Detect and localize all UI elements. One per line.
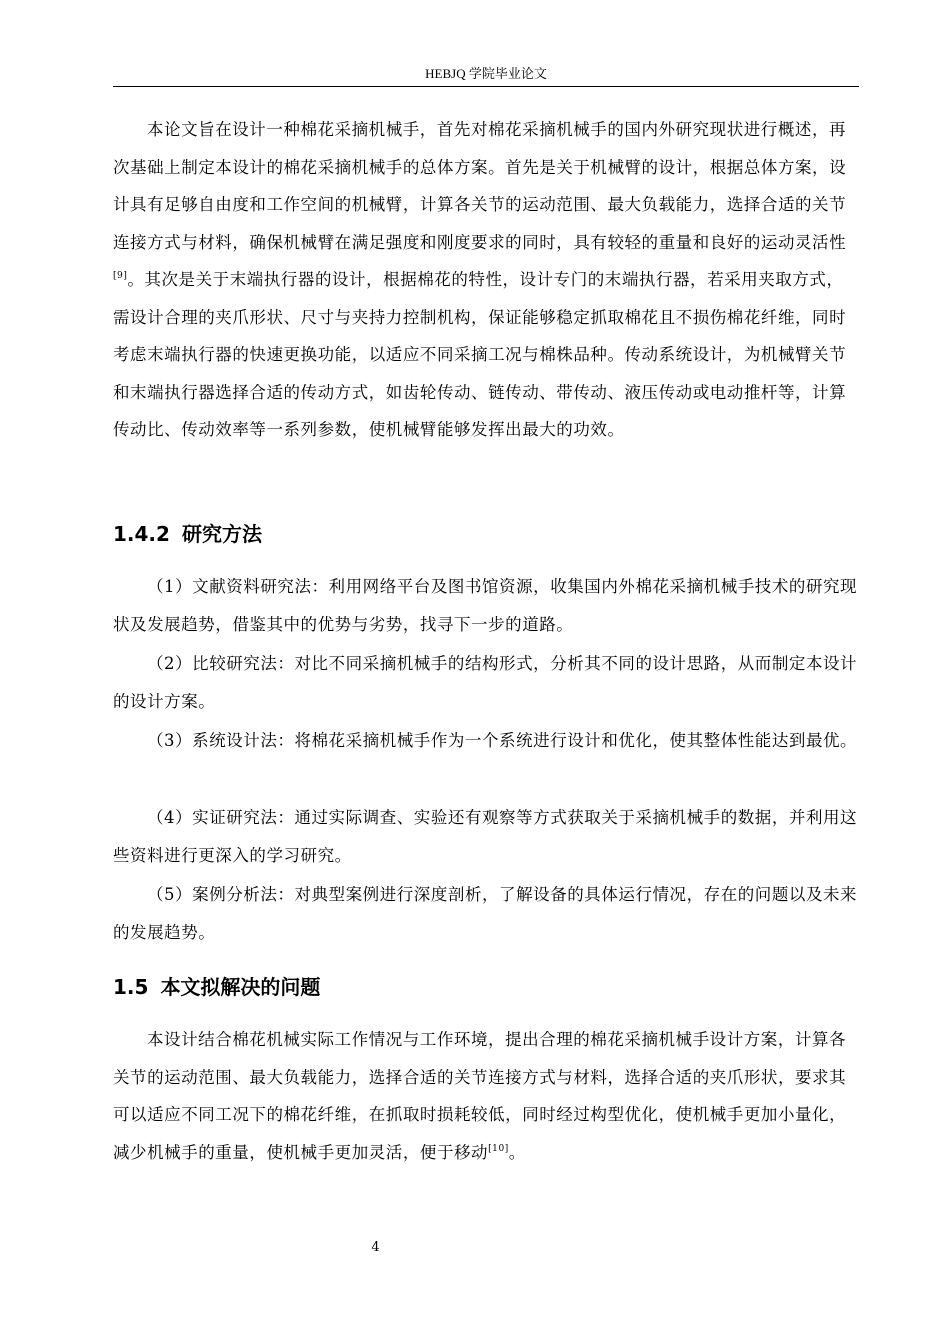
method-item-2: （2）比较研究法：对比不同采摘机械手的结构形式，分析其不同的设计思路，从而制定本设计的设计方案。 [113, 654, 858, 711]
method-item-1: （1）文献资料研究法：利用网络平台及图书馆资源，收集国内外棉花采摘机械手技术的研究现状及发展趋势，借鉴其中的优势与劣势，找寻下一步的道路。 [113, 577, 858, 634]
section-title: 本文拟解决的问题 [160, 975, 321, 999]
section-number: 1.4.2 [113, 522, 170, 546]
intro-paragraph [113, 111, 859, 449]
conclusion-end: 。 [508, 1142, 526, 1162]
page-number: 4 [371, 1240, 380, 1255]
citation-10: [10] [488, 1143, 509, 1154]
section-heading-1-4-2 [113, 519, 859, 549]
header-rule [113, 86, 859, 87]
method-item-5: （5）案例分析法：对典型案例进行深度剖析，了解设备的具体运行情况，存在的问题以及未来的发展趋势。 [113, 885, 858, 942]
method-item-4: （4）实证研究法：通过实际调查、实验还有观察等方式获取关于采摘机械手的数据，并利用这些资料进行更深入的学习研究。 [113, 808, 858, 865]
conclusion-paragraph [113, 1021, 859, 1171]
intro-text: 本论文旨在设计一种棉花采摘机械手，首先对棉花采摘机械手的国内外研究现状进行概述，再次基础上制定本设计的棉花采摘机械手的总体方案。首先是关于机械臂的设计，根据总体方案，设计具有足够自由度和工作空间的机械臂，计算各关节的运动范围、最大负载能力，选择合适的关节连接方式与材料，确保机械臂在满足强度和刚度要求的同时，具有较轻的重量和良好的运动灵活性 [113, 120, 847, 252]
conclusion-text: 本设计结合棉花机械实际工作情况与工作环境，提出合理的棉花采摘机械手设计方案，计算各关节的运动范围、最大负载能力，选择合适的关节连接方式与材料，选择合适的夹爪形状，要求其可以适应不同工况下的棉花纤维，在抓取时损耗较低，同时经过构型优化，使机械手更加小量化，减少机械手的重量，使机械手更加灵活，便于移动 [113, 1030, 847, 1162]
running-header: HEBJQ 学院毕业论文 [425, 66, 547, 81]
method-item-3: （3）系统设计法：将棉花采摘机械手作为一个系统进行设计和优化，使其整体性能达到最优。 [147, 731, 858, 750]
section-title: 研究方法 [181, 522, 262, 546]
section-heading-1-5 [113, 972, 859, 1002]
section-number: 1.5 [113, 975, 149, 999]
intro-text-continued: 。其次是关于末端执行器的设计，根据棉花的特性，设计专门的末端执行器，若采用夹取方式，需设计合理的夹爪形状、尺寸与夹持力控制机构，保证能够稳定抓取棉花且不损伤棉花纤维，同时考虑末端执行器的快速更换功能，以适应不同采摘工况与棉株品种。传动系统设计，为机械臂关节和末端执行器选择合适的传动方式，如齿轮传动、链传动、带传动、液压传动或电动推杆等，计算传动比、传动效率等一系列参数，使机械臂能够发挥出最大的功效。 [113, 270, 847, 439]
citation-9: [9] [113, 271, 128, 281]
